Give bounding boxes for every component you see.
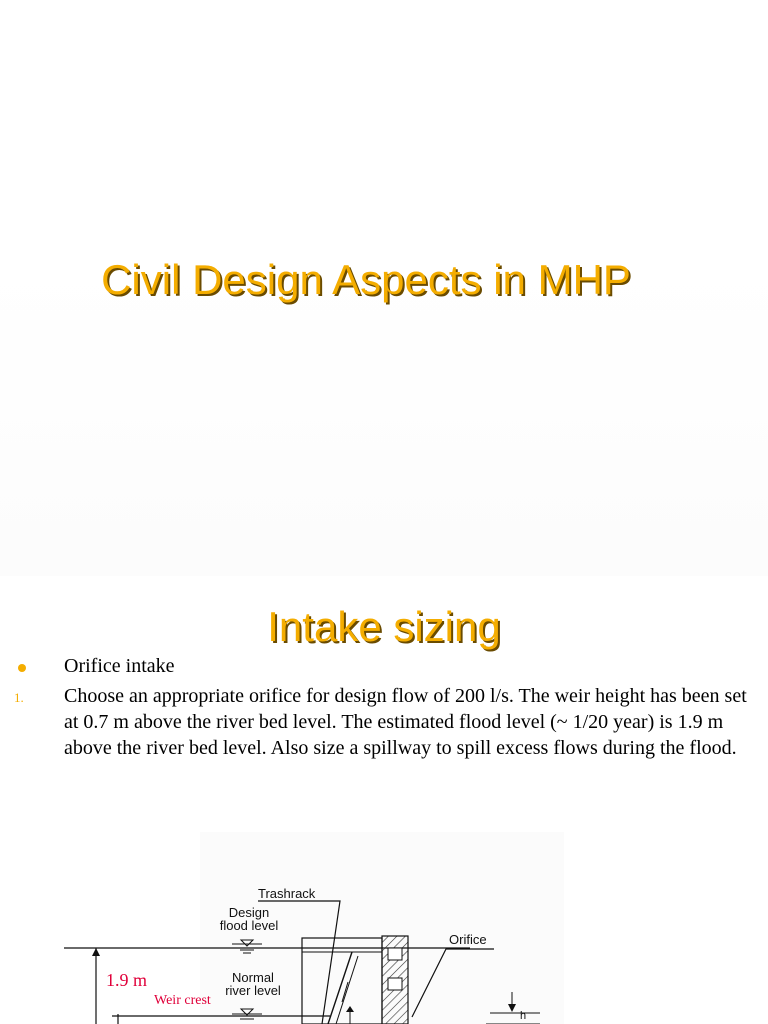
dimension-arrow-icon xyxy=(92,948,100,956)
bullet-item xyxy=(14,653,759,679)
numbered-text: Choose an appropriate orifice for design flow of 200 l/s. The weir height has been set at 0.7 m above the river bed level. The estimated flood level (~ 1/20 year) is 1.9 m above the river bed level. Also size a spillway to spill excess flows during the flood. xyxy=(64,685,747,759)
intake-diagram xyxy=(0,832,768,1024)
orifice-label: Orifice xyxy=(449,932,487,947)
trashrack-label: Trashrack xyxy=(258,886,316,901)
number-marker: 1. xyxy=(14,690,24,705)
bullet-dot-icon xyxy=(18,664,26,672)
normal-river-label: Normal river level xyxy=(225,970,281,998)
slide-title: Civil Design Aspects in MHP xyxy=(101,256,631,303)
bullet-text: Orifice intake xyxy=(64,655,175,677)
bullet-list xyxy=(14,653,759,761)
h-label: h xyxy=(520,1010,527,1022)
intake-diagram-drawing xyxy=(0,832,768,1024)
weir-crest-annotation: Weir crest xyxy=(154,993,211,1008)
numbered-item xyxy=(14,683,759,761)
slide-2-title: Intake sizing xyxy=(267,603,501,650)
design-flood-label: Design flood level xyxy=(219,905,279,933)
height-annotation: 1.9 m xyxy=(106,970,148,990)
